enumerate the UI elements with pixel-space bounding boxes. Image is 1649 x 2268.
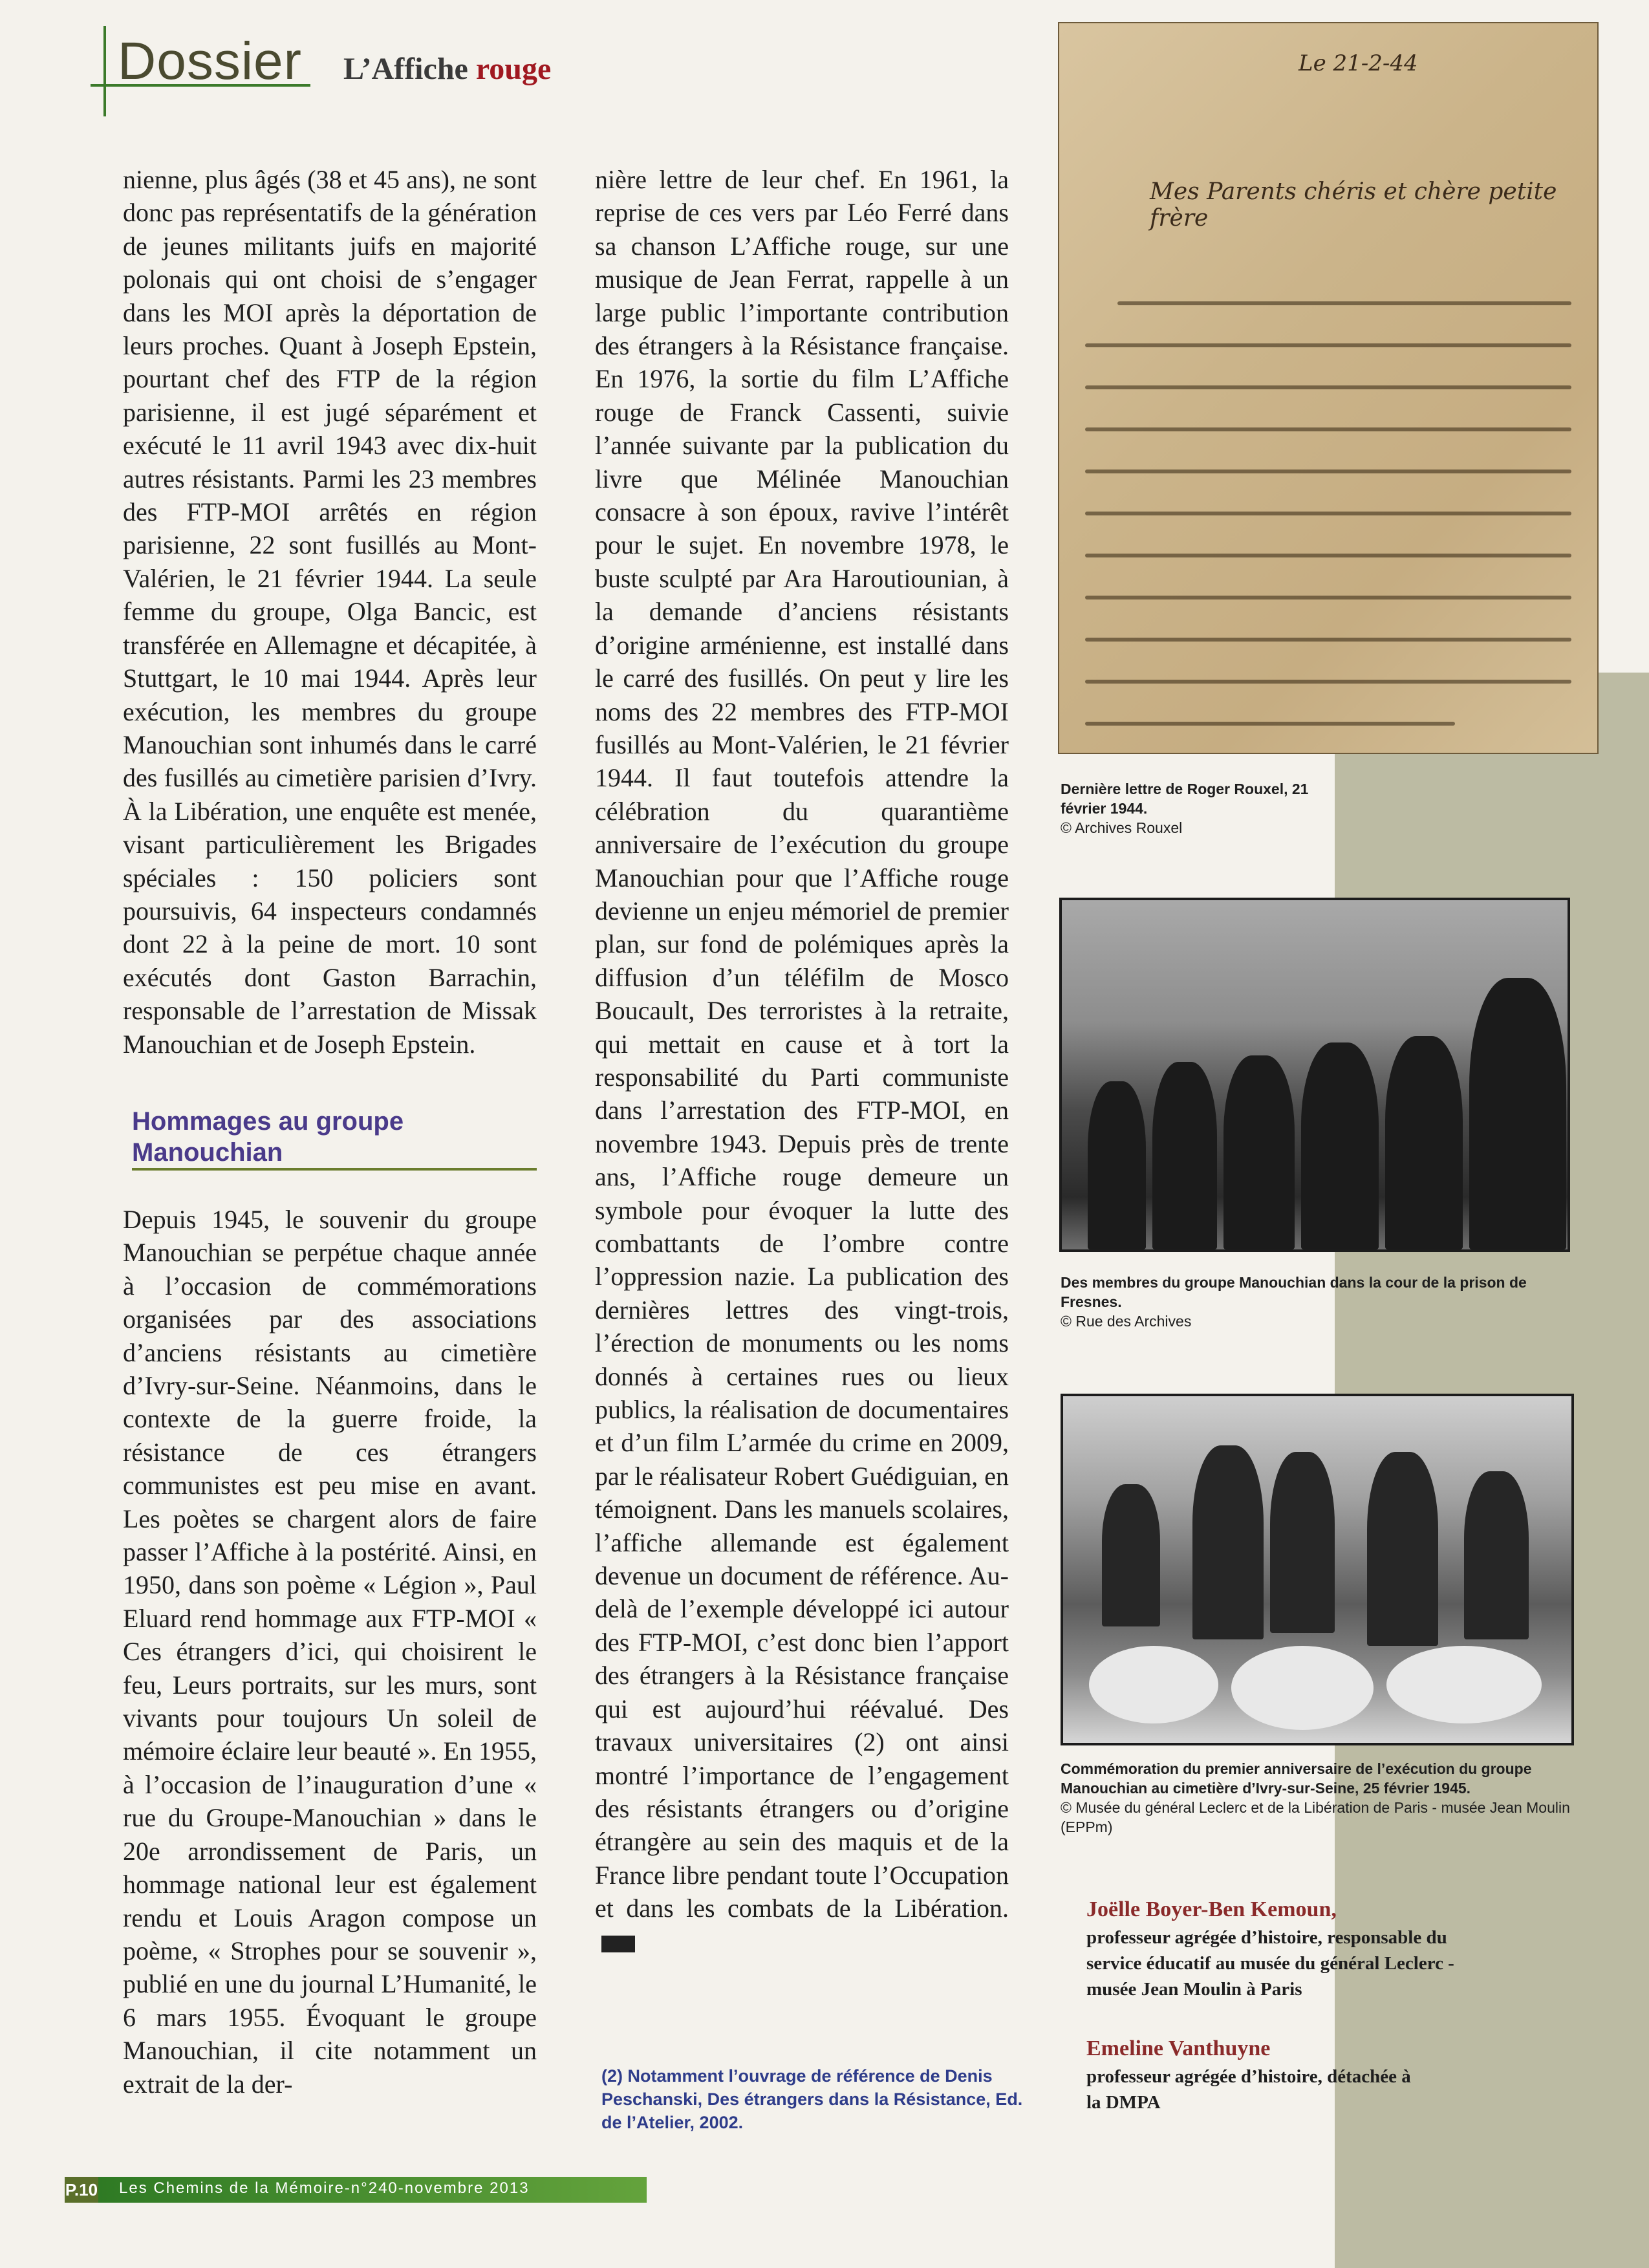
handwriting-line [1085,638,1571,642]
author-role: professeur agrégée d’histoire, responsable du service éducatif au musée du général Leclerc - musée Jean Moulin à Paris [1086,1927,1454,2000]
paragraph-3-text: nière lettre de leur chef. En 1961, la reprise de ces vers par Léo Ferré dans sa chanson L’Affiche rouge, sur une musique de Jean Ferrat, rappelle à un large public l’importante contribution des étrangers à la Résistance française. En 1976, la sortie du film L’Affiche rouge de Franck Cassenti, suivie l’année suivante par la publication du livre que Mélinée Manouchian consacre à son époux, ravive l’intérêt pour le sujet. En novembre 1978, le buste sculpté par Ara Haroutiounian, à la demande d’anciens résistants d’origine arménienne, est installé dans le carré des fusillés. On peut y lire les noms des 22 membres des FTP-MOI fusillés au Mont-Valérien, le 21 février 1944. Il faut toutefois attendre la célébration du quarantième anniversaire de l’exécution du groupe Manouchian pour que l’Affiche rouge devienne un enjeu mémoriel de premier plan, sur fond de polémiques après la diffusion d’un téléfilm de Mosco Boucault, Des terroristes à la retraite, qui mettait en cause et à tort la responsabilité du Parti communiste dans l’arrestation des FTP-MOI, en novembre 1943. Depuis près de trente ans, l’Affiche rouge demeure un symbole pour évoquer la lutte des combattants de l’ombre contre l’oppression nazie. La publication des dernières lettres des vingt-trois, l’érection de monuments ou les noms donnés à certaines rues ou lieux publics, la réalisation de documentaires et d’un film L’armée du crime en 2009, par le réalisateur Robert Guédiguian, en témoignent. Dans les manuels scolaires, l’affiche allemande est également devenue un document de référence. Au-delà de l’exemple développé ici autour des FTP-MOI, c’est donc bien l’apport des étrangers à la Résistance française qui est aujourd’hui réévalué. Des travaux universitaires (2) ont ainsi montré l’importance de l’engagement des résistants étrangers ou d’origine étrangère au sein des maquis et de la France libre pendant toute l’Occupation et dans les combats de la Libération. [595,165,1009,1923]
person-figure [1301,1042,1379,1249]
person-figure [1469,978,1566,1249]
person-figure [1223,1055,1295,1249]
header-frame-vertical [103,26,106,116]
handwriting-line [1085,596,1571,599]
letter-date: Le 21-2-44 [1299,50,1418,76]
person-figure [1367,1452,1438,1646]
person-figure [1464,1471,1529,1639]
letter-caption [1061,779,1332,837]
article-topic [343,52,551,86]
topic-prefix: L’Affiche [343,52,476,86]
author-block-2 [1086,2034,1423,2115]
prison-courtyard-photo [1059,898,1570,1252]
handwriting-line [1085,385,1571,389]
prison-caption [1061,1273,1578,1331]
page-header [118,31,551,89]
letter-greeting: Mes Parents chéris et chère petite frère [1150,178,1557,232]
person-figure [1102,1484,1160,1626]
publication-line: Les Chemins de la Mémoire-n°240-novembre 2013 [119,2179,530,2197]
commemoration-caption [1061,1759,1591,1837]
handwriting-line [1085,554,1571,557]
page-number: P.10 [65,2177,98,2203]
handwriting-line [1085,722,1455,726]
footnote: (2) Notamment l’ouvrage de référence de Denis Peschanski, Des étrangers dans la Résistance, Ed. de l’Atelier, 2002. [601,2066,1023,2132]
author-name: Joëlle Boyer-Ben Kemoun, [1086,1897,1337,1921]
commemoration-credit: © Musée du général Leclerc et de la Libération de Paris - musée Jean Moulin (EPPm) [1061,1799,1570,1835]
paragraph-3 [595,163,1009,1958]
end-of-article-mark [601,1936,635,1952]
author-block-1 [1086,1895,1500,2002]
handwriting-line [1085,680,1571,684]
commemoration-photo [1061,1394,1574,1745]
person-figure [1270,1452,1335,1633]
person-figure [1088,1081,1146,1249]
commemoration-caption-text: Commémoration du premier anniversaire de l’exécution du groupe Manouchian au cimetière d’Ivry-sur-Seine, 25 février 1945. [1061,1760,1532,1797]
handwriting-line [1085,427,1571,431]
person-figure [1385,1036,1463,1249]
letter-credit: © Archives Rouxel [1061,819,1183,836]
flower-wreath [1386,1646,1542,1723]
flower-wreath [1089,1646,1218,1723]
paragraph-2: Depuis 1945, le souvenir du groupe Manouchian se perpétue chaque année à l’occasion de commémorations organisées par des associations d’anciens résistants au cimetière d’Ivry-sur-Seine. Néanmoins, dans le contexte de la guerre froide, la résistance de ces étrangers communistes est peu mise en avant. Les poètes se chargent alors de faire passer l’Affiche à la postérité. Ainsi, en 1950, dans son poème « Légion », Paul Eluard rend hommage aux FTP-MOI « Ces étrangers d’ici, qui choisirent le feu, Leurs portraits, sur les murs, sont vivants pour toujours Un soleil de mémoire éclaire leur beauté ». En 1955, à l’occasion de l’inauguration d’une « rue du Groupe-Manouchian » dans le 20e arrondissement de Paris, un hommage national leur est également rendu et Louis Aragon compose un poème, « Strophes pour se souvenir », publié en une du journal L’Humanité, le 6 mars 1955. Évoquant le groupe Manouchian, il cite notamment un extrait de la der- [123,1204,537,2099]
section-rubric: Dossier [118,32,302,91]
person-figure [1192,1445,1264,1639]
handwriting-line [1117,301,1571,305]
text-column-2 [595,163,1009,1958]
page-footer [65,2172,647,2208]
prison-credit: © Rue des Archives [1061,1313,1192,1330]
topic-accent: rouge [475,52,552,86]
handwriting-line [1085,343,1571,347]
handwritten-letter-image [1058,22,1599,754]
paragraph-1: nienne, plus âgés (38 et 45 ans), ne sont donc pas représentatifs de la génération de jeunes militants juifs en majorité polonais qui ont choisi de s’engager dans les MOI après la déportation de leurs proches. Quant à Joseph Epstein, pourtant chef des FTP de la région parisienne, il est jugé séparément et exécuté le 11 avril 1943 avec dix-huit autres résistants. Parmi les 23 membres des FTP-MOI arrêtés en région parisienne, 22 sont fusillés au Mont-Valérien, le 21 février 1944. La seule femme du groupe, Olga Bancic, est transférée en Allemagne et décapitée, à Stuttgart, le 10 mai 1944. Après leur exécution, les membres du groupe Manouchian sont inhumés dans le carré des fusillés au cimetière parisien d’Ivry. À la Libération, une enquête est menée, visant particulièrement les Brigades spéciales : 150 policiers sont poursuivis, 64 inspecteurs condamnés dont 22 à la peine de mort. 10 sont exécutés dont Gaston Barrachin, responsable de l’arrestation de Missak Manouchian et de Joseph Epstein. [123,165,537,1059]
prison-caption-text: Des membres du groupe Manouchian dans la cour de la prison de Fresnes. [1061,1274,1527,1310]
text-column-1 [123,163,537,2101]
author-role: professeur agrégée d’histoire, détachée à la DMPA [1086,2066,1411,2113]
author-name: Emeline Vanthuyne [1086,2036,1271,2060]
handwriting-line [1085,470,1571,473]
handwriting-line [1085,512,1571,515]
letter-caption-text: Dernière lettre de Roger Rouxel, 21 février 1944. [1061,781,1309,817]
person-figure [1152,1062,1217,1249]
flower-wreath [1231,1646,1374,1730]
subheading: Hommages au groupe Manouchian [132,1106,537,1171]
